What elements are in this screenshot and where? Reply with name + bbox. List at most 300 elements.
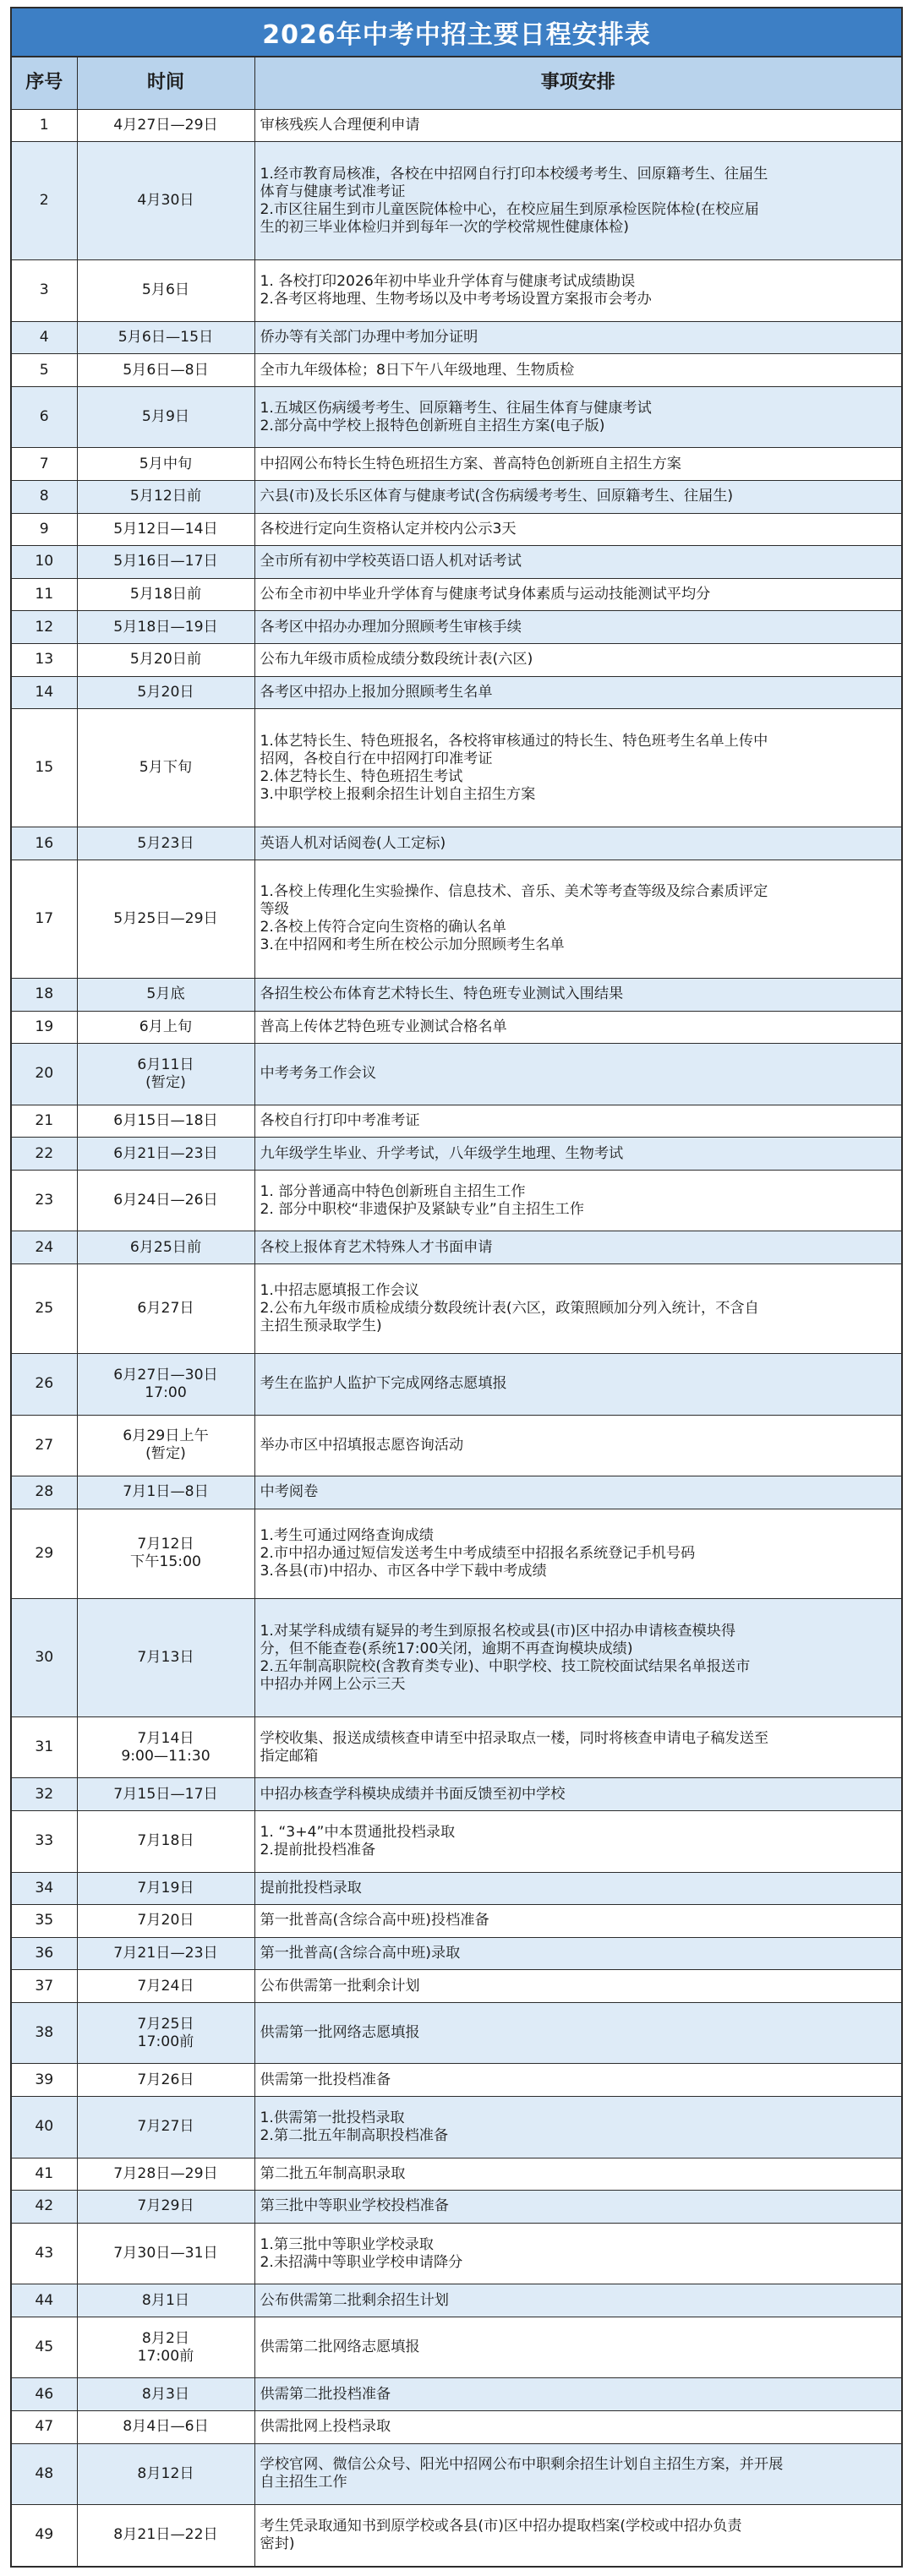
table-row [11,2504,902,2567]
row-item-line: 全市九年级体检；8日下午八年级地理、生物质检 [260,361,575,379]
row-number: 42 [11,2191,77,2224]
row-item-line: 自主招生工作 [260,2474,347,2491]
row-time [77,1872,254,1905]
table-row [11,611,902,644]
row-time [77,676,254,709]
row-time-line: 17:00前 [137,2347,194,2365]
row-time-line: 5月18日前 [129,586,202,603]
row-time [77,1138,254,1171]
row-number: 35 [11,1905,77,1938]
row-time [77,546,254,579]
table-row [11,827,902,860]
row-number: 38 [11,2003,77,2064]
table-row [11,709,902,827]
row-time-line: 6月15日—18日 [113,1112,218,1130]
row-time [77,1811,254,1872]
row-time [77,1415,254,1476]
table-row [11,1011,902,1044]
row-item-line: 2.各校上传符合定向生资格的确认名单 [260,919,506,936]
row-item-line: 各校上报体育艺术特殊人才书面申请 [260,1238,493,1256]
row-time [77,1717,254,1778]
row-time [77,611,254,644]
table-row [11,480,902,513]
row-item-line: 第一批普高(含综合高中班)录取 [260,1945,461,1962]
row-item [254,1231,902,1264]
row-item [254,2003,902,2064]
row-number: 20 [11,1044,77,1105]
row-item-line: 学校官网、微信公众号、阳光中招网公布中职剩余招生计划自主招生方案，并开展 [260,2456,784,2474]
row-time [77,448,254,481]
row-item-line: 体育与健康考试准考证 [260,183,406,200]
row-number: 19 [11,1011,77,1044]
row-time-line: 8月21日—22日 [113,2526,218,2544]
row-time-line: 5月20日 [137,683,194,701]
row-time [77,1354,254,1415]
row-number: 28 [11,1476,77,1509]
row-number: 45 [11,2317,77,2377]
row-time-line: 5月16日—17日 [113,553,218,570]
row-time-line: 5月25日—29日 [113,909,218,927]
row-item-line: 2. 部分中职校“非遗保护及紧缺专业”自主招生工作 [260,1200,584,1218]
table-title: 2026年中考中招主要日程安排表 [10,7,903,56]
table-row [11,2378,902,2411]
row-item [254,1778,902,1811]
row-item-line: 1. “3+4”中本贯通批投档录取 [260,1823,456,1841]
row-time-line: 7月20日 [137,1912,194,1929]
row-item [254,2097,902,2158]
row-item-line: 中考阅卷 [260,1483,319,1501]
row-item-line: 1.五城区伤病缓考考生、回原籍考生、往届生体育与健康考试 [260,399,652,417]
row-number: 31 [11,1717,77,1778]
row-time-line: 5月12日—14日 [113,520,218,538]
header-time: 时间 [77,57,254,109]
row-item [254,1905,902,1938]
row-item-line: 2.市中招办通过短信发送考生中考成绩至中招报名系统登记手机号码 [260,1544,696,1562]
row-number: 12 [11,611,77,644]
row-item-line: 主招生预录取学生) [260,1318,382,1335]
header-no: 序号 [11,57,77,109]
row-time [77,109,254,142]
row-number: 34 [11,1872,77,1905]
row-time-line: 7月21日—23日 [113,1945,218,1962]
row-item [254,979,902,1012]
row-number: 49 [11,2504,77,2567]
row-item-line: 六县(市)及长乐区体育与健康考试(含伤病缓考考生、回原籍考生、往届生) [260,488,734,505]
row-item [254,676,902,709]
row-number: 39 [11,2064,77,2097]
row-time [77,2003,254,2064]
row-item-line: 中招办核查学科模块成绩并书面反馈至初中学校 [260,1785,566,1803]
row-number: 7 [11,448,77,481]
row-time [77,142,254,260]
row-time [77,1598,254,1716]
row-item [254,1415,902,1476]
row-time [77,386,254,447]
row-number: 24 [11,1231,77,1264]
row-item [254,321,902,354]
table-row [11,1717,902,1778]
row-number: 6 [11,386,77,447]
row-number: 21 [11,1105,77,1138]
row-time-line: 6月上旬 [139,1018,193,1035]
row-time-line: 6月27日 [137,1300,194,1318]
row-number: 32 [11,1778,77,1811]
row-item [254,1476,902,1509]
row-item-line: 分，但不能查卷(系统17:00关闭，逾期不再查询模块成绩) [260,1640,633,1657]
row-number: 17 [11,860,77,978]
row-time-line: 6月24日—26日 [113,1192,218,1209]
row-item [254,2504,902,2567]
row-number: 25 [11,1264,77,1354]
table-row [11,2284,902,2317]
row-item-line: 各考区中招办办理加分照顾考生审核手续 [260,618,522,636]
table-row [11,2191,902,2224]
row-item-line: 供需第一批投档准备 [260,2071,391,2088]
row-item-line: 公布供需第一批剩余计划 [260,1977,420,1995]
row-item [254,1937,902,1970]
row-item-line: 1.第三批中等职业学校录取 [260,2235,434,2253]
row-item-line: 2.各考区将地理、生物考场以及中考考场设置方案报市会考办 [260,290,652,308]
row-item-line: 各招生校公布体育艺术特长生、特色班专业测试入围结果 [260,985,624,1003]
table-row [11,1170,902,1231]
row-item [254,2223,902,2284]
table-row [11,354,902,387]
row-item-line: 2.未招满中等职业学校申请降分 [260,2253,463,2271]
table-row [11,1044,902,1105]
row-time-line: 5月底 [146,985,185,1003]
row-time [77,2284,254,2317]
row-time-line: 5月23日 [137,834,194,852]
row-number: 16 [11,827,77,860]
table-header [11,57,902,109]
table-row [11,260,902,321]
row-number: 36 [11,1937,77,1970]
table-row [11,513,902,546]
row-item-line: 1. 部分普通高中特色创新班自主招生工作 [260,1182,526,1200]
row-number: 1 [11,109,77,142]
row-time-line: 8月2日 [141,2329,190,2347]
row-time [77,1231,254,1264]
row-item-line: 中招网公布特长生特色班招生方案、普高特色创新班自主招生方案 [260,455,681,472]
row-item-line: 中考考务工作会议 [260,1065,377,1083]
row-item [254,1011,902,1044]
table-row [11,1105,902,1138]
row-item [254,2064,902,2097]
row-item [254,1138,902,1171]
row-time [77,2410,254,2443]
row-time [77,1778,254,1811]
table-row [11,142,902,260]
row-time-line: 7月29日 [137,2197,194,2215]
row-time [77,513,254,546]
row-number: 2 [11,142,77,260]
table-row [11,1872,902,1905]
row-item-line: 1.体艺特长生、特色班报名，各校将审核通过的特长生、特色班考生名单上传中 [260,732,768,750]
row-time-line: 7月14日 [137,1729,194,1747]
row-item [254,2317,902,2377]
row-time [77,578,254,611]
table-row [11,1354,902,1415]
row-time [77,321,254,354]
row-item [254,546,902,579]
row-item-line: 公布九年级市质检成绩分数段统计表(六区) [260,651,533,669]
row-time [77,2191,254,2224]
row-number: 11 [11,578,77,611]
row-time-line: 7月18日 [137,1832,194,1850]
row-time-line: (暂定) [145,1073,186,1091]
row-item [254,480,902,513]
row-time [77,709,254,827]
row-number: 13 [11,644,77,677]
row-time-line: 17:00前 [137,2033,194,2050]
row-item-line: 第一批普高(含综合高中班)投档准备 [260,1912,489,1929]
row-number: 18 [11,979,77,1012]
row-time-line: (暂定) [145,1445,186,1463]
row-item [254,386,902,447]
table-row [11,2223,902,2284]
row-time [77,1105,254,1138]
row-time [77,2064,254,2097]
row-item-line: 考生凭录取通知书到原学校或各县(市)区中招办提取档案(学校或中招办负责 [260,2517,742,2535]
row-item-line: 供需批网上投档录取 [260,2418,391,2436]
row-item-line: 2.部分高中学校上报特色创新班自主招生方案(电子版) [260,417,605,434]
row-number: 44 [11,2284,77,2317]
row-time [77,979,254,1012]
table-row [11,860,902,978]
row-time [77,1905,254,1938]
row-item [254,1811,902,1872]
row-item [254,1044,902,1105]
row-time [77,2378,254,2411]
row-item-line: 2.体艺特长生、特色班招生考试 [260,767,463,785]
table-row [11,1598,902,1716]
row-time-line: 7月15日—17日 [113,1785,218,1803]
table-row [11,1970,902,2003]
row-time-line: 7月25日 [137,2015,194,2033]
row-time-line: 5月18日—19日 [113,618,218,636]
row-time [77,2443,254,2504]
table-row [11,2443,902,2504]
row-time-line: 6月25日前 [129,1238,202,1256]
row-time-line: 5月9日 [141,408,190,426]
row-item-line: 全市所有初中学校英语口语人机对话考试 [260,553,522,570]
row-item-line: 1.各校上传理化生实验操作、信息技术、音乐、美术等考查等级及综合素质评定 [260,883,768,901]
row-number: 48 [11,2443,77,2504]
row-number: 43 [11,2223,77,2284]
row-item [254,2443,902,2504]
table-row [11,979,902,1012]
row-time [77,480,254,513]
table-row [11,1937,902,1970]
row-item-line: 2.第二批五年制高职投档准备 [260,2126,449,2144]
table-row [11,2003,902,2064]
row-item-line: 公布全市初中毕业升学体育与健康考试身体素质与运动技能测试平均分 [260,586,711,603]
row-item [254,109,902,142]
row-item [254,513,902,546]
row-time-line: 7月30日—31日 [113,2245,218,2262]
row-time-line: 6月29日上午 [123,1427,209,1445]
row-time-line: 7月19日 [137,1879,194,1897]
row-time [77,644,254,677]
row-number: 29 [11,1509,77,1598]
row-number: 4 [11,321,77,354]
row-item [254,1105,902,1138]
row-number: 40 [11,2097,77,2158]
row-time-line: 下午15:00 [130,1553,201,1571]
row-item-line: 各考区中招办上报加分照顾考生名单 [260,683,493,701]
row-item-line: 英语人机对话阅卷(人工定标) [260,834,446,852]
row-item-line: 供需第二批投档准备 [260,2385,391,2403]
row-item-line: 各校进行定向生资格认定并校内公示3天 [260,520,517,538]
table-row [11,109,902,142]
row-item [254,1717,902,1778]
row-number: 15 [11,709,77,827]
table-row [11,1811,902,1872]
row-number: 27 [11,1415,77,1476]
row-item-line: 1.供需第一批投档录取 [260,2109,405,2126]
row-item-line: 3.各县(市)中招办、市区各中学下载中考成绩 [260,1562,547,1580]
row-time-line: 8月4日—6日 [123,2418,209,2436]
row-item-line: 指定邮箱 [260,1747,319,1765]
row-item [254,260,902,321]
row-number: 8 [11,480,77,513]
row-time-line: 9:00—11:30 [121,1747,210,1765]
row-item-line: 供需第二批网络志愿填报 [260,2339,420,2356]
row-item-line: 2.提前批投档准备 [260,1841,376,1858]
row-item-line: 举办市区中招填报志愿咨询活动 [260,1436,464,1454]
row-time-line: 7月1日—8日 [123,1483,209,1501]
row-item [254,2410,902,2443]
schedule-table [10,56,903,2568]
row-time-line: 7月24日 [137,1977,194,1995]
row-item [254,448,902,481]
table-row [11,321,902,354]
row-item-line: 九年级学生毕业、升学考试，八年级学生地理、生物考试 [260,1144,624,1162]
row-item-line: 生的初三毕业体检归并到每年一次的学校常规性健康体检) [260,218,629,236]
row-item-line: 2.五年制高职院校(含教育类专业)、中职学校、技工院校面试结果名单报送市 [260,1657,751,1675]
row-time [77,1970,254,2003]
table-body [11,109,902,2567]
row-time-line: 5月12日前 [129,488,202,505]
row-item-line: 2.公布九年级市质检成绩分数段统计表(六区，政策照顾加分列入统计，不含自 [260,1300,759,1318]
row-time-line: 8月1日 [141,2291,190,2309]
row-item [254,1509,902,1598]
row-item-line: 1.考生可通过网络查询成绩 [260,1526,434,1544]
row-time [77,860,254,978]
row-time [77,1170,254,1231]
row-time [77,2097,254,2158]
table-row [11,2317,902,2377]
row-time-line: 5月6日—8日 [123,361,209,379]
table-row [11,448,902,481]
row-time [77,1476,254,1509]
row-item-line: 侨办等有关部门办理中考加分证明 [260,328,478,346]
row-item [254,1970,902,2003]
row-item-line: 2.市区往届生到市儿童医院体检中心，在校应届生到原承检医院体检(在校应届 [260,200,759,218]
row-time [77,1011,254,1044]
row-item [254,2158,902,2191]
row-time [77,260,254,321]
table-row [11,1264,902,1354]
row-item-line: 考生在监护人监护下完成网络志愿填报 [260,1375,507,1393]
row-item-line: 供需第一批网络志愿填报 [260,2024,420,2042]
row-time-line: 8月12日 [137,2464,194,2482]
row-item-line: 中招办并网上公示三天 [260,1675,406,1693]
row-item-line: 提前批投档录取 [260,1879,362,1897]
row-number: 47 [11,2410,77,2443]
row-time-line: 5月20日前 [129,651,202,669]
row-time [77,827,254,860]
row-item-line: 1.对某学科成绩有疑异的考生到原报名校或县(市)区中招办申请核查模块得 [260,1622,736,1640]
row-time [77,1509,254,1598]
row-item [254,644,902,677]
row-item-line: 3.在中招网和考生所在校公示加分照顾考生名单 [260,936,565,954]
row-item-line: 第二批五年制高职录取 [260,2164,406,2182]
row-time [77,1044,254,1105]
table-row [11,1231,902,1264]
row-number: 33 [11,1811,77,1872]
table-row [11,386,902,447]
row-time [77,354,254,387]
table-row [11,2158,902,2191]
row-item-line: 学校收集、报送成绩核查申请至中招录取点一楼，同时将核查申请电子稿发送至 [260,1729,769,1747]
row-time [77,2158,254,2191]
row-time-line: 4月30日 [137,192,194,210]
table-row [11,644,902,677]
row-time [77,2317,254,2377]
row-item-line: 审核残疾人合理便利申请 [260,116,420,134]
row-item [254,1598,902,1716]
row-time-line: 5月下旬 [139,759,193,777]
row-item-line: 等级 [260,901,289,919]
row-number: 37 [11,1970,77,2003]
table-row [11,2064,902,2097]
row-item-line: 1.中招志愿填报工作会议 [260,1282,419,1300]
row-number: 30 [11,1598,77,1716]
table-row [11,578,902,611]
row-number: 22 [11,1138,77,1171]
row-item-line: 3.中职学校上报剩余招生计划自主招生方案 [260,785,536,803]
table-row [11,1415,902,1476]
table-row [11,546,902,579]
row-time-line: 7月12日 [137,1536,194,1553]
row-item [254,1264,902,1354]
row-number: 26 [11,1354,77,1415]
row-time-line: 5月6日—15日 [118,328,214,346]
row-item-line: 各校自行打印中考准考证 [260,1112,420,1130]
row-item [254,1872,902,1905]
row-time [77,2504,254,2567]
row-number: 9 [11,513,77,546]
row-number: 46 [11,2378,77,2411]
row-item-line: 密封) [260,2535,295,2552]
row-time-line: 4月27日—29日 [113,116,218,134]
row-item-line: 普高上传体艺特色班专业测试合格名单 [260,1018,507,1035]
row-item [254,2191,902,2224]
table-row [11,2097,902,2158]
row-time [77,2223,254,2284]
row-item-line: 招网，各校自行在中招网打印准考证 [260,750,493,767]
row-item [254,578,902,611]
row-item [254,611,902,644]
row-time [77,1937,254,1970]
row-number: 14 [11,676,77,709]
row-time-line: 5月中旬 [139,455,193,472]
row-time-line: 7月28日—29日 [113,2164,218,2182]
header-row [11,57,902,109]
table-row [11,1778,902,1811]
row-item [254,1170,902,1231]
